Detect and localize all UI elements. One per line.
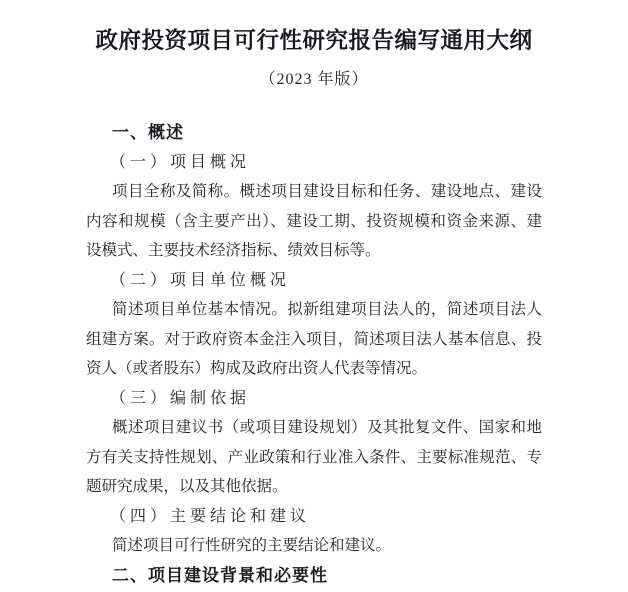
- doc-subtitle: （2023 年版）: [259, 71, 369, 88]
- doc-title: 政府投资项目可行性研究报告编写通用大纲: [95, 28, 533, 53]
- paragraph: 概述项目建议书（或项目建设规划）及其批复文件、国家和地方有关支持性规划、产业政策和行业准入条件、主要标准规范、专题研究成果，以及其他依据。: [86, 419, 542, 495]
- document-body: [86, 118, 542, 590]
- paragraph: 简述项目单位基本情况。拟新组建项目法人的，简述项目法人组建方案。对于政府资本金注入项目，简述项目法人基本信息、投资人（或者股东）构成及政府出资人代表等情况。: [86, 301, 542, 377]
- subsection-heading: （一）项目概况: [110, 153, 251, 171]
- subsection-heading: （二）项目单位概况: [110, 271, 291, 289]
- paragraph: 项目全称及简称。概述项目建设目标和任务、建设地点、建设内容和规模（含主要产出）、建设工期、投资规模和资金来源、建设模式、主要技术经济指标、绩效目标等。: [86, 183, 542, 259]
- section-heading: 二、项目建设背景和必要性: [112, 565, 328, 585]
- subsection-heading: （三）编制依据: [110, 389, 251, 407]
- paragraph: 简述项目可行性研究的主要结论和建议。: [112, 537, 392, 554]
- subsection-heading: （四）主要结论和建议: [110, 507, 311, 525]
- section-heading: 一、概述: [112, 123, 184, 142]
